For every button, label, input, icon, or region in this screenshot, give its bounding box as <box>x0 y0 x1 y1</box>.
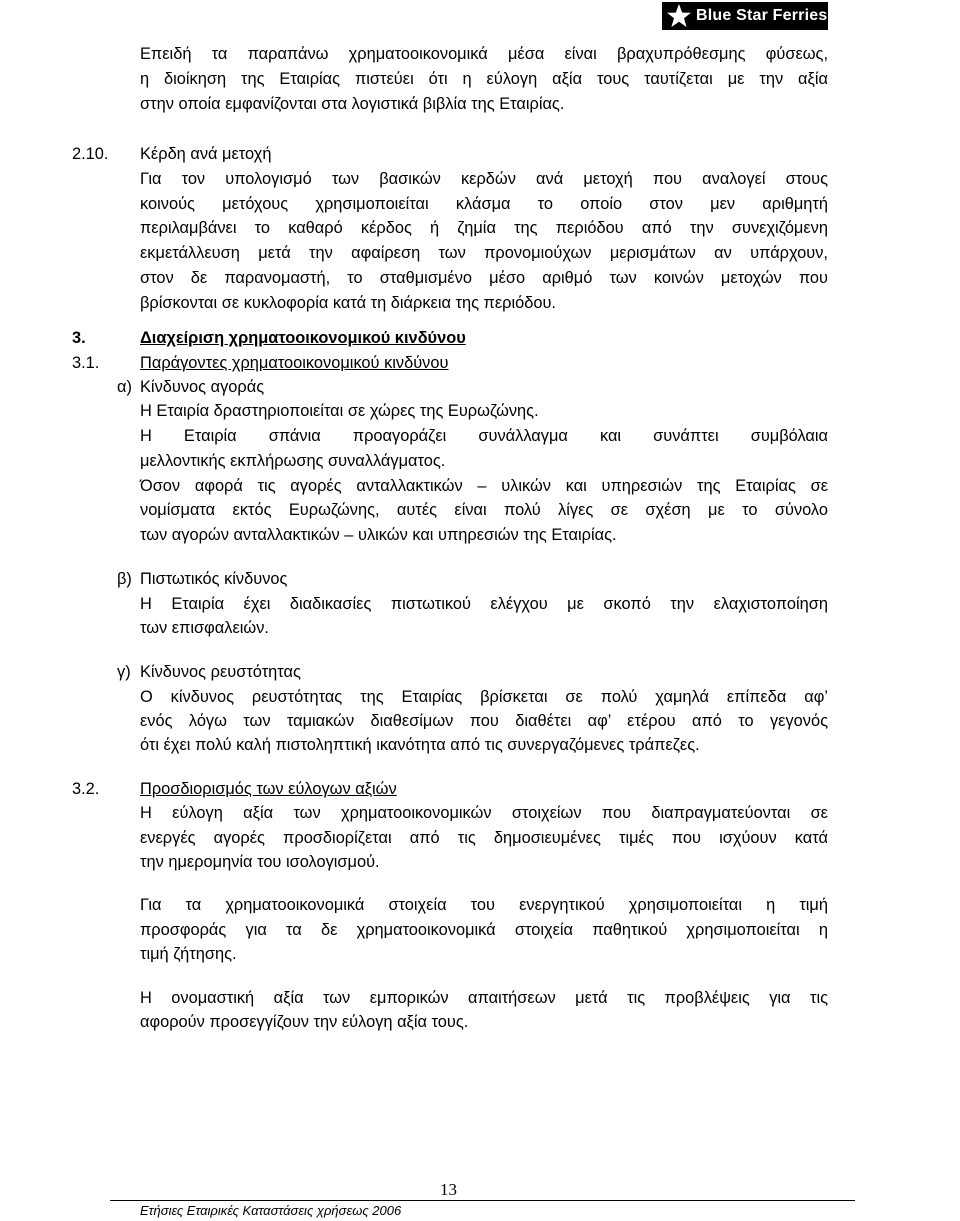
paragraph-line: κοινούς μετόχους χρησιμοποιείται κλάσμα το οποίο στον μεν αριθμητή <box>140 195 828 213</box>
paragraph-line: Όσον αφορά τις αγορές ανταλλακτικών – υλικών και υπηρεσιών της Εταιρίας σε <box>140 477 828 495</box>
list-marker: γ) <box>117 663 131 681</box>
paragraph-line: Η Εταιρία έχει διαδικασίες πιστωτικού ελέγχου με σκοπό την ελαχιστοποίηση <box>140 595 828 613</box>
section-number: 3.2. <box>72 780 100 798</box>
list-marker: α) <box>117 378 132 396</box>
footer-divider <box>110 1200 855 1201</box>
section-title: Προσδιορισμός των εύλογων αξιών <box>140 780 397 798</box>
paragraph-line: μελλοντικής εκπλήρωσης συναλλάγματος. <box>140 452 446 470</box>
footer-text: Ετήσιες Εταιρικές Καταστάσεις χρήσεως 2006 <box>140 1203 402 1218</box>
section-title: Κέρδη ανά μετοχή <box>140 145 272 163</box>
logo-text: Blue Star Ferries <box>696 7 828 24</box>
paragraph-line: ότι έχει πολύ καλή πιστοληπτική ικανότητα από τις συνεργαζόμενες τράπεζες. <box>140 736 700 754</box>
section-number: 2.10. <box>72 145 109 163</box>
section-title: Διαχείριση χρηματοοικονομικού κινδύνου <box>140 329 466 347</box>
paragraph-line: εκμετάλλευση μετά την αφαίρεση των προνομιούχων μερισμάτων αν υπάρχουν, <box>140 244 828 262</box>
paragraph-line: Η ονομαστική αξία των εμπορικών απαιτήσεων μετά τις προβλέψεις για τις <box>140 989 828 1007</box>
intro-line: η διοίκηση της Εταιρίας πιστεύει ότι η εύλογη αξία τους ταυτίζεται με την αξία <box>140 70 828 88</box>
paragraph-line: των αγορών ανταλλακτικών – υλικών και υπηρεσιών της Εταιρίας. <box>140 526 617 544</box>
paragraph-line: περιλαμβάνει το καθαρό κέρδος ή ζημία της περιόδου από την συνεχιζόμενη <box>140 219 828 237</box>
company-logo <box>662 2 828 30</box>
paragraph-line: τιμή ζήτησης. <box>140 945 237 963</box>
intro-line: Επειδή τα παραπάνω χρηματοοικονομικά μέσα είναι βραχυπρόθεσμης φύσεως, <box>140 45 828 63</box>
paragraph-line: Η Εταιρία δραστηριοποιείται σε χώρες της Ευρωζώνης. <box>140 402 539 420</box>
paragraph-line: ενεργές αγορές προσδιορίζεται από τις δημοσιευμένες τιμές που ισχύουν κατά <box>140 829 828 847</box>
intro-line: στην οποία εμφανίζονται στα λογιστικά βιβλία της Εταιρίας. <box>140 95 565 113</box>
paragraph-line: Η εύλογη αξία των χρηματοοικονομικών στοιχείων που διαπραγματεύονται σε <box>140 804 828 822</box>
paragraph-line: των επισφαλειών. <box>140 619 269 637</box>
section-title: Παράγοντες χρηματοοικονομικού κινδύνου <box>140 354 449 372</box>
paragraph-line: Ο κίνδυνος ρευστότητας της Εταιρίας βρίσκεται σε πολύ χαμηλά επίπεδα αφ’ <box>140 688 828 706</box>
subsection-title: Κίνδυνος ρευστότητας <box>140 663 301 681</box>
paragraph-line: προσφοράς για τα δε χρηματοοικονομικά στοιχεία παθητικού χρησιμοποιείται η <box>140 921 828 939</box>
paragraph-line: βρίσκονται σε κυκλοφορία κατά τη διάρκεια της περιόδου. <box>140 294 556 312</box>
subsection-title: Κίνδυνος αγοράς <box>140 378 265 396</box>
paragraph-line: Για τα χρηματοοικονομικά στοιχεία του ενεργητικού χρησιμοποιείται η τιμή <box>140 896 828 914</box>
section-number: 3.1. <box>72 354 100 372</box>
section-number: 3. <box>72 329 86 347</box>
paragraph-line: την ημερομηνία του ισολογισμού. <box>140 853 380 871</box>
list-marker: β) <box>117 570 132 588</box>
page-number: 13 <box>440 1180 457 1199</box>
star-icon <box>666 3 692 29</box>
subsection-title: Πιστωτικός κίνδυνος <box>140 570 288 588</box>
paragraph-line: νομίσματα εκτός Ευρωζώνης, αυτές είναι πολύ λίγες σε σχέση με το σύνολο <box>140 501 828 519</box>
paragraph-line: Η Εταιρία σπάνια προαγοράζει συνάλλαγμα και συνάπτει συμβόλαια <box>140 427 828 445</box>
paragraph-line: αφορούν προσεγγίζουν την εύλογη αξία τους. <box>140 1013 469 1031</box>
paragraph-line: Για τον υπολογισμό των βασικών κερδών ανά μετοχή που αναλογεί στους <box>140 170 828 188</box>
paragraph-line: στον δε παρανομαστή, το σταθμισμένο μέσο αριθμό των κοινών μετοχών που <box>140 269 828 287</box>
paragraph-line: ενός λόγω των ταμιακών διαθεσίμων που διαθέτει αφ’ ετέρου από το γεγονός <box>140 712 828 730</box>
